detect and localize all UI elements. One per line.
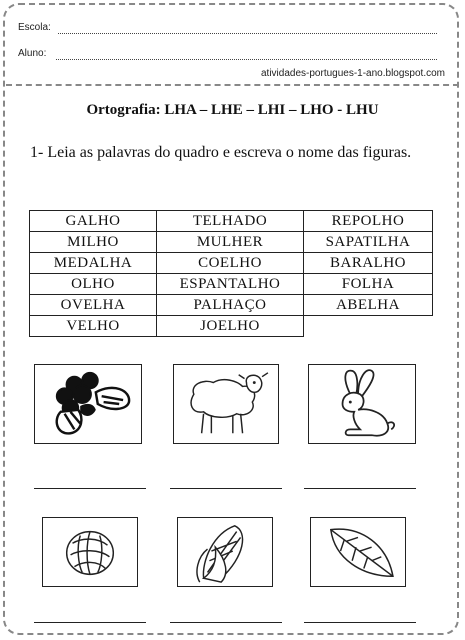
bee-icon: [35, 365, 141, 443]
picture-rabbit: [308, 364, 416, 444]
word-cell: FOLHA: [304, 274, 433, 295]
word-cell: OVELHA: [30, 295, 157, 316]
word-cell: TELHADO: [157, 211, 304, 232]
picture-sheep: [173, 364, 279, 444]
word-cell: PALHAÇO: [157, 295, 304, 316]
word-cell: SAPATILHA: [304, 232, 433, 253]
word-cell: ESPANTALHO: [157, 274, 304, 295]
sheep-icon: [174, 365, 278, 443]
corn-icon: [178, 518, 272, 586]
table-row: [30, 274, 433, 295]
table-row: [30, 295, 433, 316]
answer-line-2[interactable]: [170, 488, 282, 489]
cabbage-icon: [43, 518, 137, 586]
answer-line-4[interactable]: [34, 622, 146, 623]
leaf-icon: [311, 518, 405, 586]
answer-line-3[interactable]: [304, 488, 416, 489]
answer-line-6[interactable]: [304, 622, 416, 623]
word-table: [29, 210, 433, 337]
word-cell: OLHO: [30, 274, 157, 295]
answer-line-1[interactable]: [34, 488, 146, 489]
table-row: [30, 211, 433, 232]
picture-cabbage: [42, 517, 138, 587]
page-title: Ortografia: LHA – LHE – LHI – LHO - LHU: [86, 102, 379, 118]
instruction-text: 1- Leia as palavras do quadro e escreva o nome das figuras.: [30, 144, 412, 161]
school-line: [58, 33, 437, 34]
word-cell: BARALHO: [304, 253, 433, 274]
empty-cell: [304, 316, 433, 337]
word-cell: ABELHA: [304, 295, 433, 316]
table-row: [30, 316, 433, 337]
blog-url: atividades-portugues-1-ano.blogspot.com: [261, 68, 445, 79]
picture-leaf: [310, 517, 406, 587]
word-cell: MEDALHA: [30, 253, 157, 274]
word-cell: COELHO: [157, 253, 304, 274]
picture-bee: [34, 364, 142, 444]
student-label: Aluno:: [18, 48, 47, 59]
school-label: Escola:: [18, 22, 51, 33]
table-row: [30, 253, 433, 274]
student-line: [56, 59, 437, 60]
word-cell: VELHO: [30, 316, 157, 337]
rabbit-icon: [309, 365, 415, 443]
header-divider: [6, 84, 459, 86]
word-cell: JOELHO: [157, 316, 304, 337]
table-row: [30, 232, 433, 253]
picture-corn: [177, 517, 273, 587]
answer-line-5[interactable]: [170, 622, 282, 623]
word-cell: GALHO: [30, 211, 157, 232]
word-cell: REPOLHO: [304, 211, 433, 232]
word-cell: MILHO: [30, 232, 157, 253]
word-cell: MULHER: [157, 232, 304, 253]
